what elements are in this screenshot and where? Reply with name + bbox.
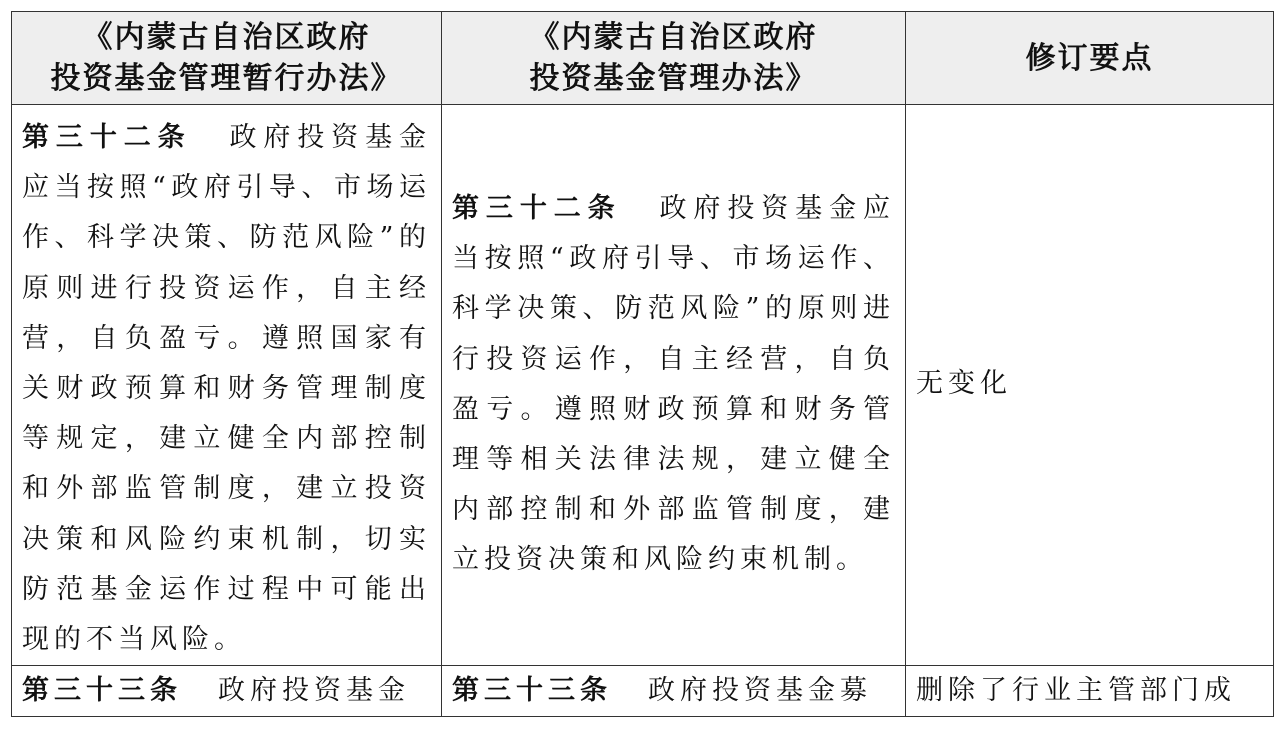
- old-article-title: 第三十二条: [22, 122, 192, 153]
- header-old-line2: 投资基金管理暂行办法》: [50, 61, 403, 96]
- header-revision-label: 修订要点: [1025, 40, 1154, 76]
- header-revision-points: [906, 12, 1274, 105]
- revision-note: 无变化: [916, 368, 1012, 399]
- revision-note-cell: [906, 666, 1274, 717]
- new-article-text: 政府投资基金募: [648, 675, 872, 707]
- header-old-measures: [12, 12, 442, 105]
- header-new-measures: [442, 12, 906, 105]
- new-article-title: 第三十三条: [452, 675, 612, 707]
- old-article-title: 第三十三条: [22, 675, 182, 707]
- old-article-cell: [12, 666, 442, 717]
- revision-note: 删除了行业主管部门成: [916, 675, 1236, 707]
- new-article-title: 第三十二条: [452, 193, 622, 224]
- old-article-cell: [12, 105, 442, 666]
- old-article-text: 政府投资基金应当按照“政府引导、市场运作、科学决策、防范风险”的原则进行投资运作，自主经营，自负盈亏。遵照国家有关财政预算和财务管理制度等规定，建立健全内部控制和外部监管制度，建立投资决策和风险约束机制，切实防范基金运作过程中可能出现的不当风险。: [22, 122, 432, 656]
- table-row: [12, 105, 1274, 666]
- header-old-line1: 《内蒙古自治区政府: [82, 20, 371, 55]
- header-new-line2: 投资基金管理办法》: [529, 61, 818, 96]
- new-article-text: 政府投资基金应当按照“政府引导、市场运作、科学决策、防范风险”的原则进行投资运作，自主经营，自负盈亏。遵照财政预算和财务管理等相关法律法规，建立健全内部控制和外部监管制度，建立投资决策和风险约束机制。: [452, 193, 896, 576]
- table-row: [12, 666, 1274, 717]
- header-new-line1: 《内蒙古自治区政府: [529, 20, 818, 55]
- old-article-text: 政府投资基金: [218, 675, 410, 707]
- header-row: [12, 12, 1274, 105]
- comparison-table: [11, 11, 1274, 717]
- revision-note-cell: [906, 105, 1274, 666]
- new-article-cell: [442, 666, 906, 717]
- new-article-cell: [442, 105, 906, 666]
